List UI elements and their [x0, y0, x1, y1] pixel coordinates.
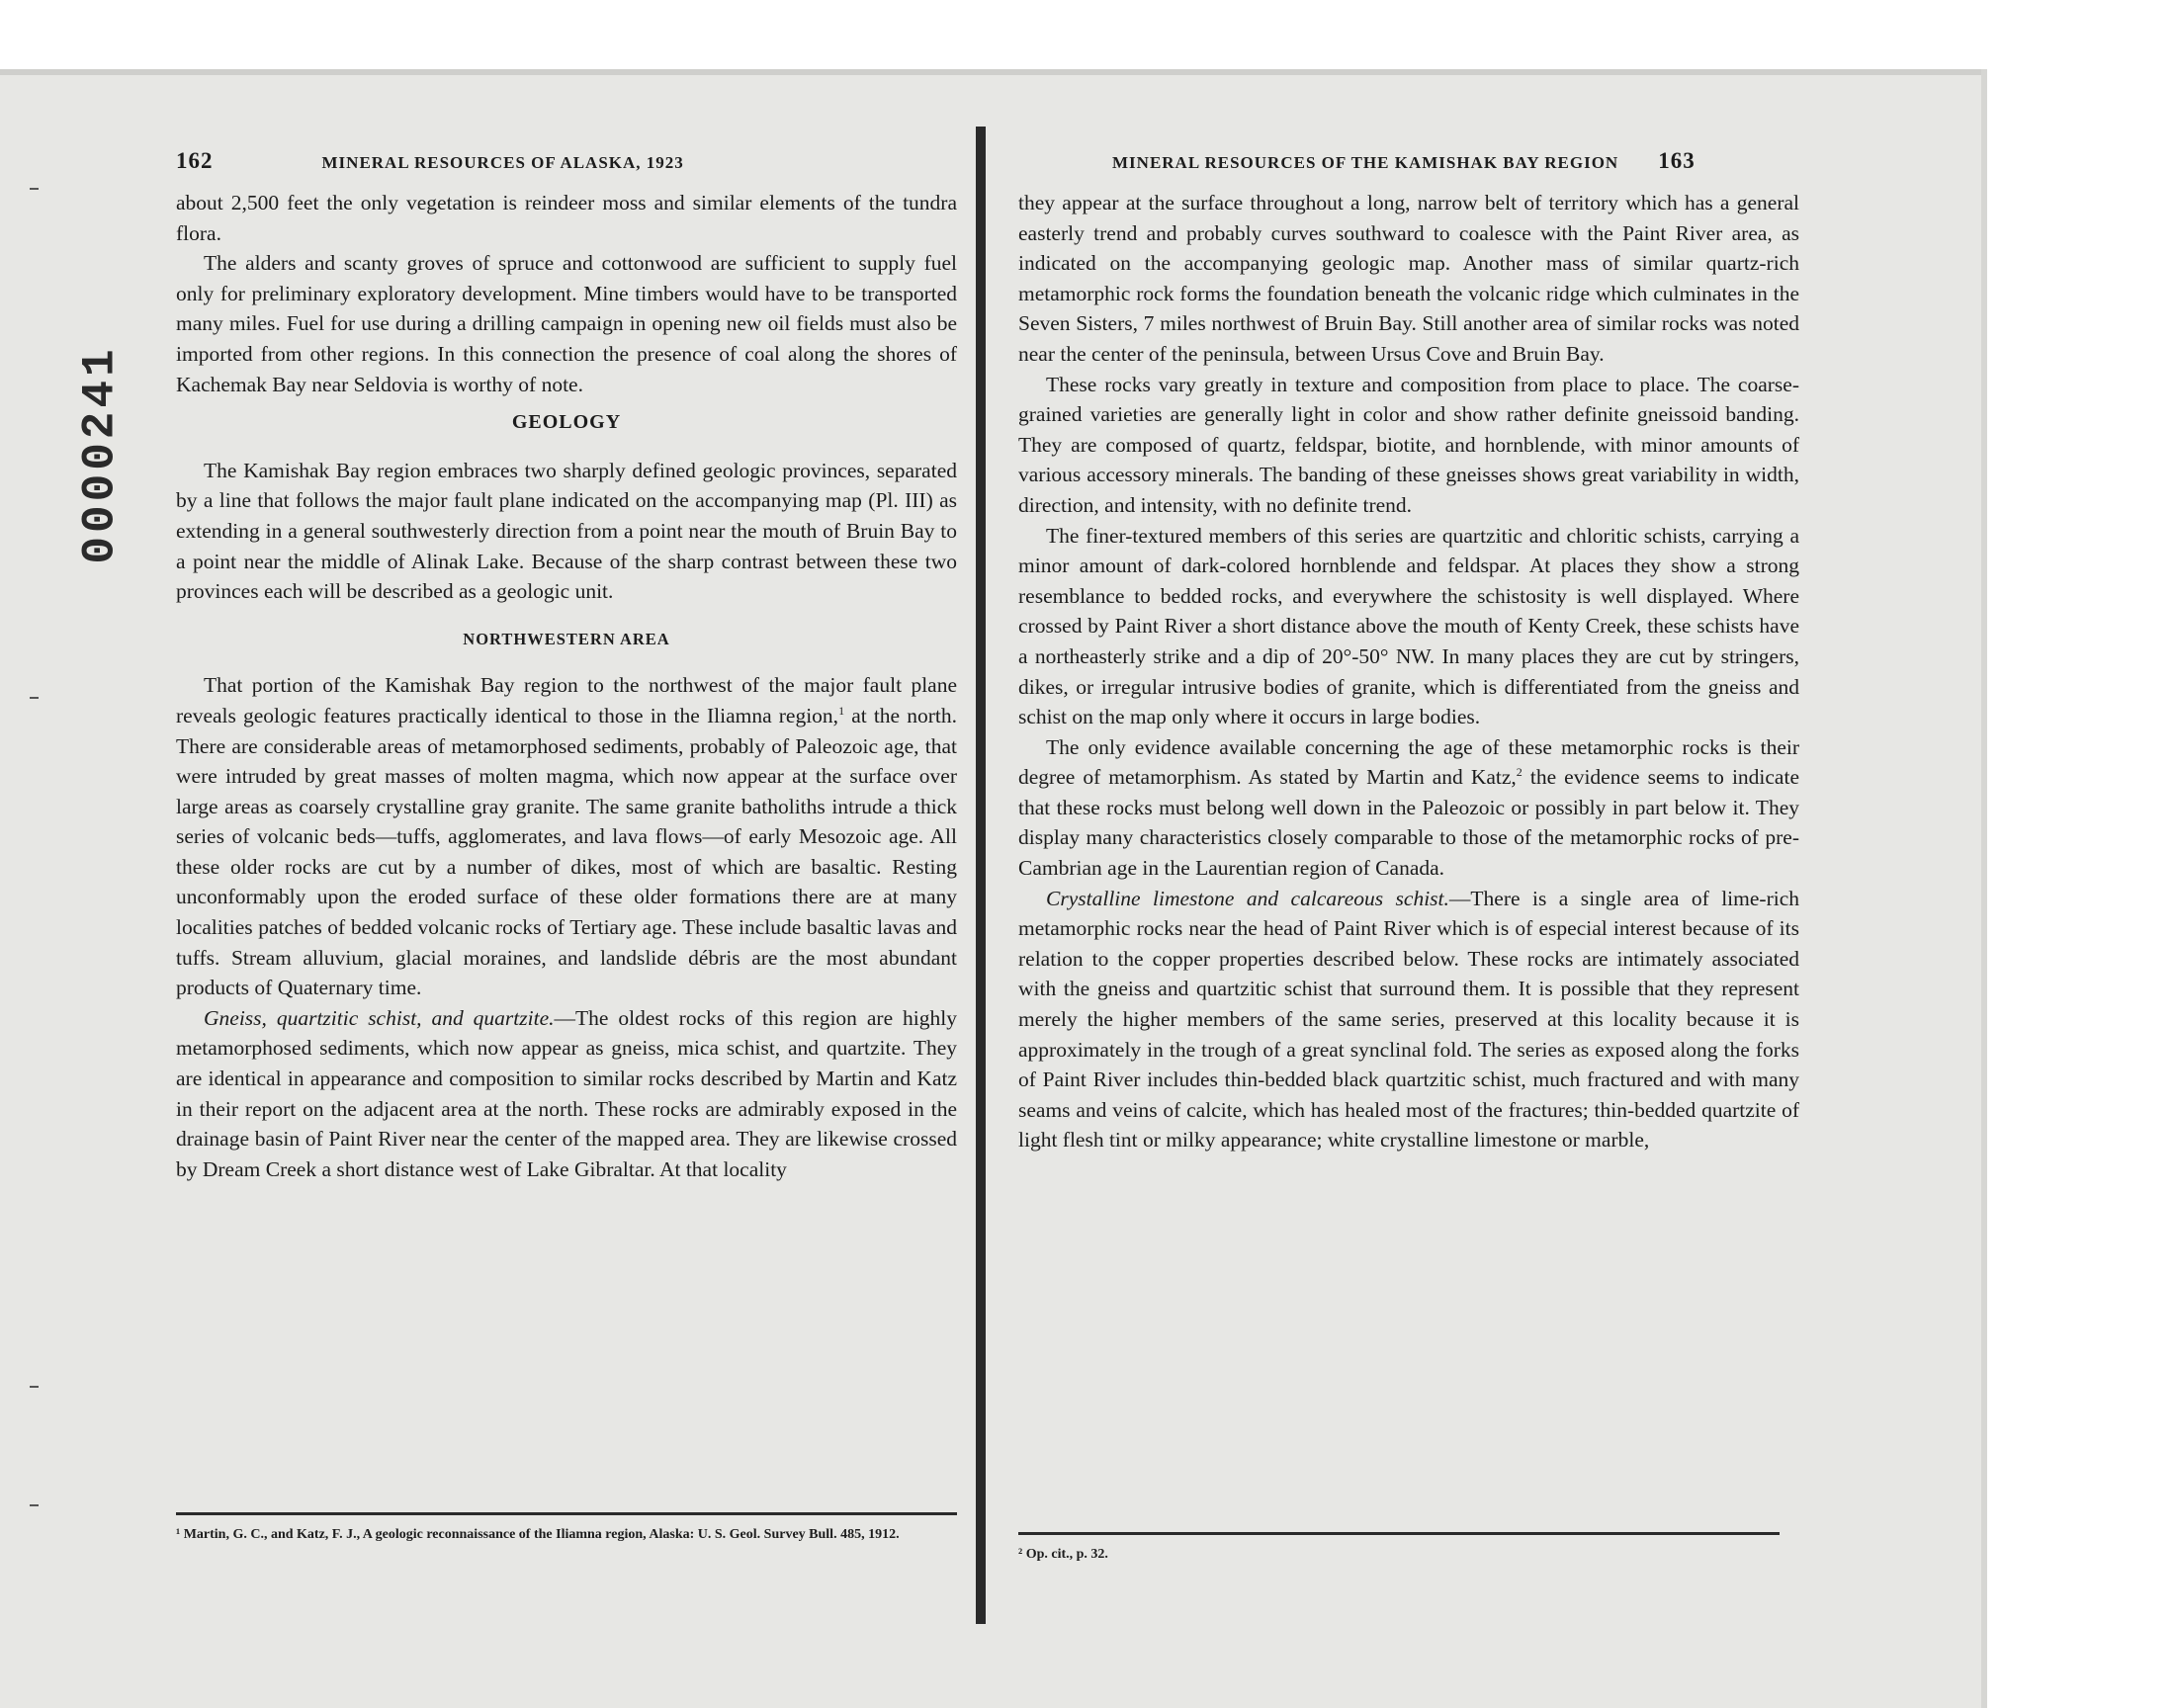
right-body-text — [1018, 188, 1799, 1155]
left-footnote: ¹ Martin, G. C., and Katz, F. J., A geologic reconnaissance of the Iliamna region, Alaska: U. S. Geol. Survey Bull. 485, 1912. — [176, 1527, 900, 1542]
page-gutter — [976, 127, 986, 1624]
right-page-number: 163 — [1658, 148, 1696, 173]
heading-northwestern-area: NORTHWESTERN AREA — [463, 629, 670, 648]
right-paragraph-3: The finer-textured members of this series are quartzitic and chloritic schists, carrying a minor amount of dark-colored hornblende and feldspar. At places they show a strong resemblance to bedded rocks, and everywhere the schistosity is well displayed. Where crossed by Paint River a short distance above the mouth of Kenty Creek, these schists have a northeasterly strike and a dip of 20°-50° NW. In many places they are cut by stringers, dikes, or irregular intrusive bodies of granite, which is differentiated from the gneiss and schist on the map only where it occurs in large bodies. — [1018, 523, 1799, 729]
right-running-head — [1018, 148, 1799, 188]
right-paragraph-1: they appear at the surface throughout a long, narrow belt of territory which has a general easterly trend and probably curves southward to coalesce with the Paint River area, as indicated on the accompanying geologic map. Another mass of similar quartz-rich metamorphic rock forms the foundation beneath the volcanic ridge which culminates in the Seven Sisters, 7 miles northwest of Bruin Bay. Still another area of similar rocks was noted near the center of the peninsula, between Ursus Cove and Bruin Bay. — [1018, 191, 1799, 366]
left-paragraph-5 — [176, 1003, 957, 1185]
right-paragraph-4-part-b: the evidence seems to indicate that these rocks must belong well down in the Paleozoic or possibly in part below it. They display many characteristics closely comparable to those of the metamorphic rocks of pre-Cambrian age in the Laurentian region of Canada. — [1018, 765, 1799, 881]
section-head-limestone: Crystalline limestone and calcareous schist. — [1046, 886, 1449, 910]
section-head-gneiss: Gneiss, quartzitic schist, and quartzite. — [204, 1005, 555, 1030]
archive-stamp-number: 0000241 — [75, 345, 128, 564]
right-page — [1018, 148, 1799, 1611]
footnote-ref-1: 1 — [838, 703, 845, 718]
left-paragraph-3: The Kamishak Bay region embraces two sharply defined geologic provinces, separated by a line that follows the major fault plane indicated on the accompanying map (Pl. III) as extending in a general southwesterly direction from a point near the mouth of Bruin Bay to a point near the middle of Alinak Lake. Because of the sharp contrast between these two provinces each will be described as a geologic unit. — [176, 458, 957, 604]
margin-tick — [30, 1386, 39, 1388]
left-paragraph-5-body: —The oldest rocks of this region are highly metamorphosed sediments, which now appear as gneiss, mica schist, and quartzite. They are identical in appearance and composition to similar rocks described by Martin and Katz in their report on the adjacent area at the north. These rocks are admirably exposed in the drainage basin of Paint River near the center of the mapped area. They are likewise crossed by Dream Creek a short distance west of Lake Gibraltar. At that locality — [176, 1005, 957, 1181]
margin-tick — [30, 1504, 39, 1506]
right-paragraph-5 — [1018, 884, 1799, 1155]
right-running-title: MINERAL RESOURCES OF THE KAMISHAK BAY REGION — [1112, 153, 1619, 172]
archive-stamp — [71, 341, 130, 568]
right-footnote: ² Op. cit., p. 32. — [1018, 1547, 1108, 1562]
heading-geology: GEOLOGY — [511, 411, 622, 434]
left-paragraph-4 — [176, 670, 957, 1003]
left-paragraph-4-part-a: That portion of the Kamishak Bay region to the northwest of the major fault plane reveals geologic features practically identical to those in the Iliamna region, — [176, 673, 957, 727]
left-running-title: MINERAL RESOURCES OF ALASKA, 1923 — [321, 153, 684, 172]
margin-tick — [30, 697, 39, 699]
sheet-top-edge — [0, 69, 1987, 75]
right-paragraph-4 — [1018, 732, 1799, 884]
right-paragraph-4-part-a: The only evidence available concerning the age of these metamorphic rocks is their degree of metamorphism. As stated by Martin and Katz, — [1018, 734, 1799, 790]
sheet-right-edge — [1981, 69, 1987, 1708]
left-footnote-rule — [176, 1512, 957, 1515]
footnote-ref-2: 2 — [1516, 765, 1522, 780]
left-running-head — [176, 148, 957, 188]
right-paragraph-2: These rocks vary greatly in texture and composition from place to place. The coarse-grained varieties are generally light in color and show rather definite gneissoid banding. They are composed of quartz, feldspar, biotite, and hornblende, with minor amounts of various accessory minerals. The banding of these gneisses shows great variability in width, direction, and intensity, with no definite trend. — [1018, 372, 1799, 517]
right-footnote-rule — [1018, 1532, 1780, 1535]
left-page-number: 162 — [176, 148, 214, 173]
left-paragraph-2: The alders and scanty groves of spruce and cottonwood are sufficient to supply fuel only for preliminary exploratory development. Mine timbers would have to be transported many miles. Fuel for use during a drilling campaign in opening new oil fields must also be imported from other regions. In this connection the presence of coal along the shores of Kachemak Bay near Seldovia is worthy of note. — [176, 251, 957, 396]
left-page — [176, 148, 957, 1611]
left-paragraph-1: about 2,500 feet the only vegetation is reindeer moss and similar elements of the tundra flora. — [176, 191, 957, 245]
left-body-text — [176, 188, 957, 1184]
left-paragraph-4-part-b: at the north. There are considerable areas of metamorphosed sediments, probably of Paleozoic age, that were intruded by great masses of molten magma, which now appear at the surface over large areas as coarsely crystalline gray granite. The same granite batholiths intrude a thick series of volcanic beds—tuffs, agglomerates, and lava flows—of early Mesozoic age. All these older rocks are cut by a number of dikes, most of which are basaltic. Resting unconformably upon the eroded surface of these older formations there are at many localities patches of bedded volcanic rocks of Tertiary age. These include basaltic lavas and tuffs. Stream alluvium, glacial moraines, and landslide débris are the most abundant products of Quaternary time. — [176, 703, 957, 1000]
right-paragraph-5-body: —There is a single area of lime-rich metamorphic rocks near the head of Paint River which is of especial interest because of its relation to the copper properties described below. These rocks are intimately associated with the gneiss and quartzitic schist that surround them. It is possible that they represent merely the higher members of the same series, preserved at this locality because it is approximately in the trough of a great synclinal fold. The series as exposed along the forks of Paint River includes thin-bedded black quartzitic schist, much fractured and with many seams and veins of calcite, which has healed most of the fractures; thin-bedded quartzite of light flesh tint or milky appearance; white crystalline limestone or marble, — [1018, 886, 1799, 1153]
margin-tick — [30, 188, 39, 190]
